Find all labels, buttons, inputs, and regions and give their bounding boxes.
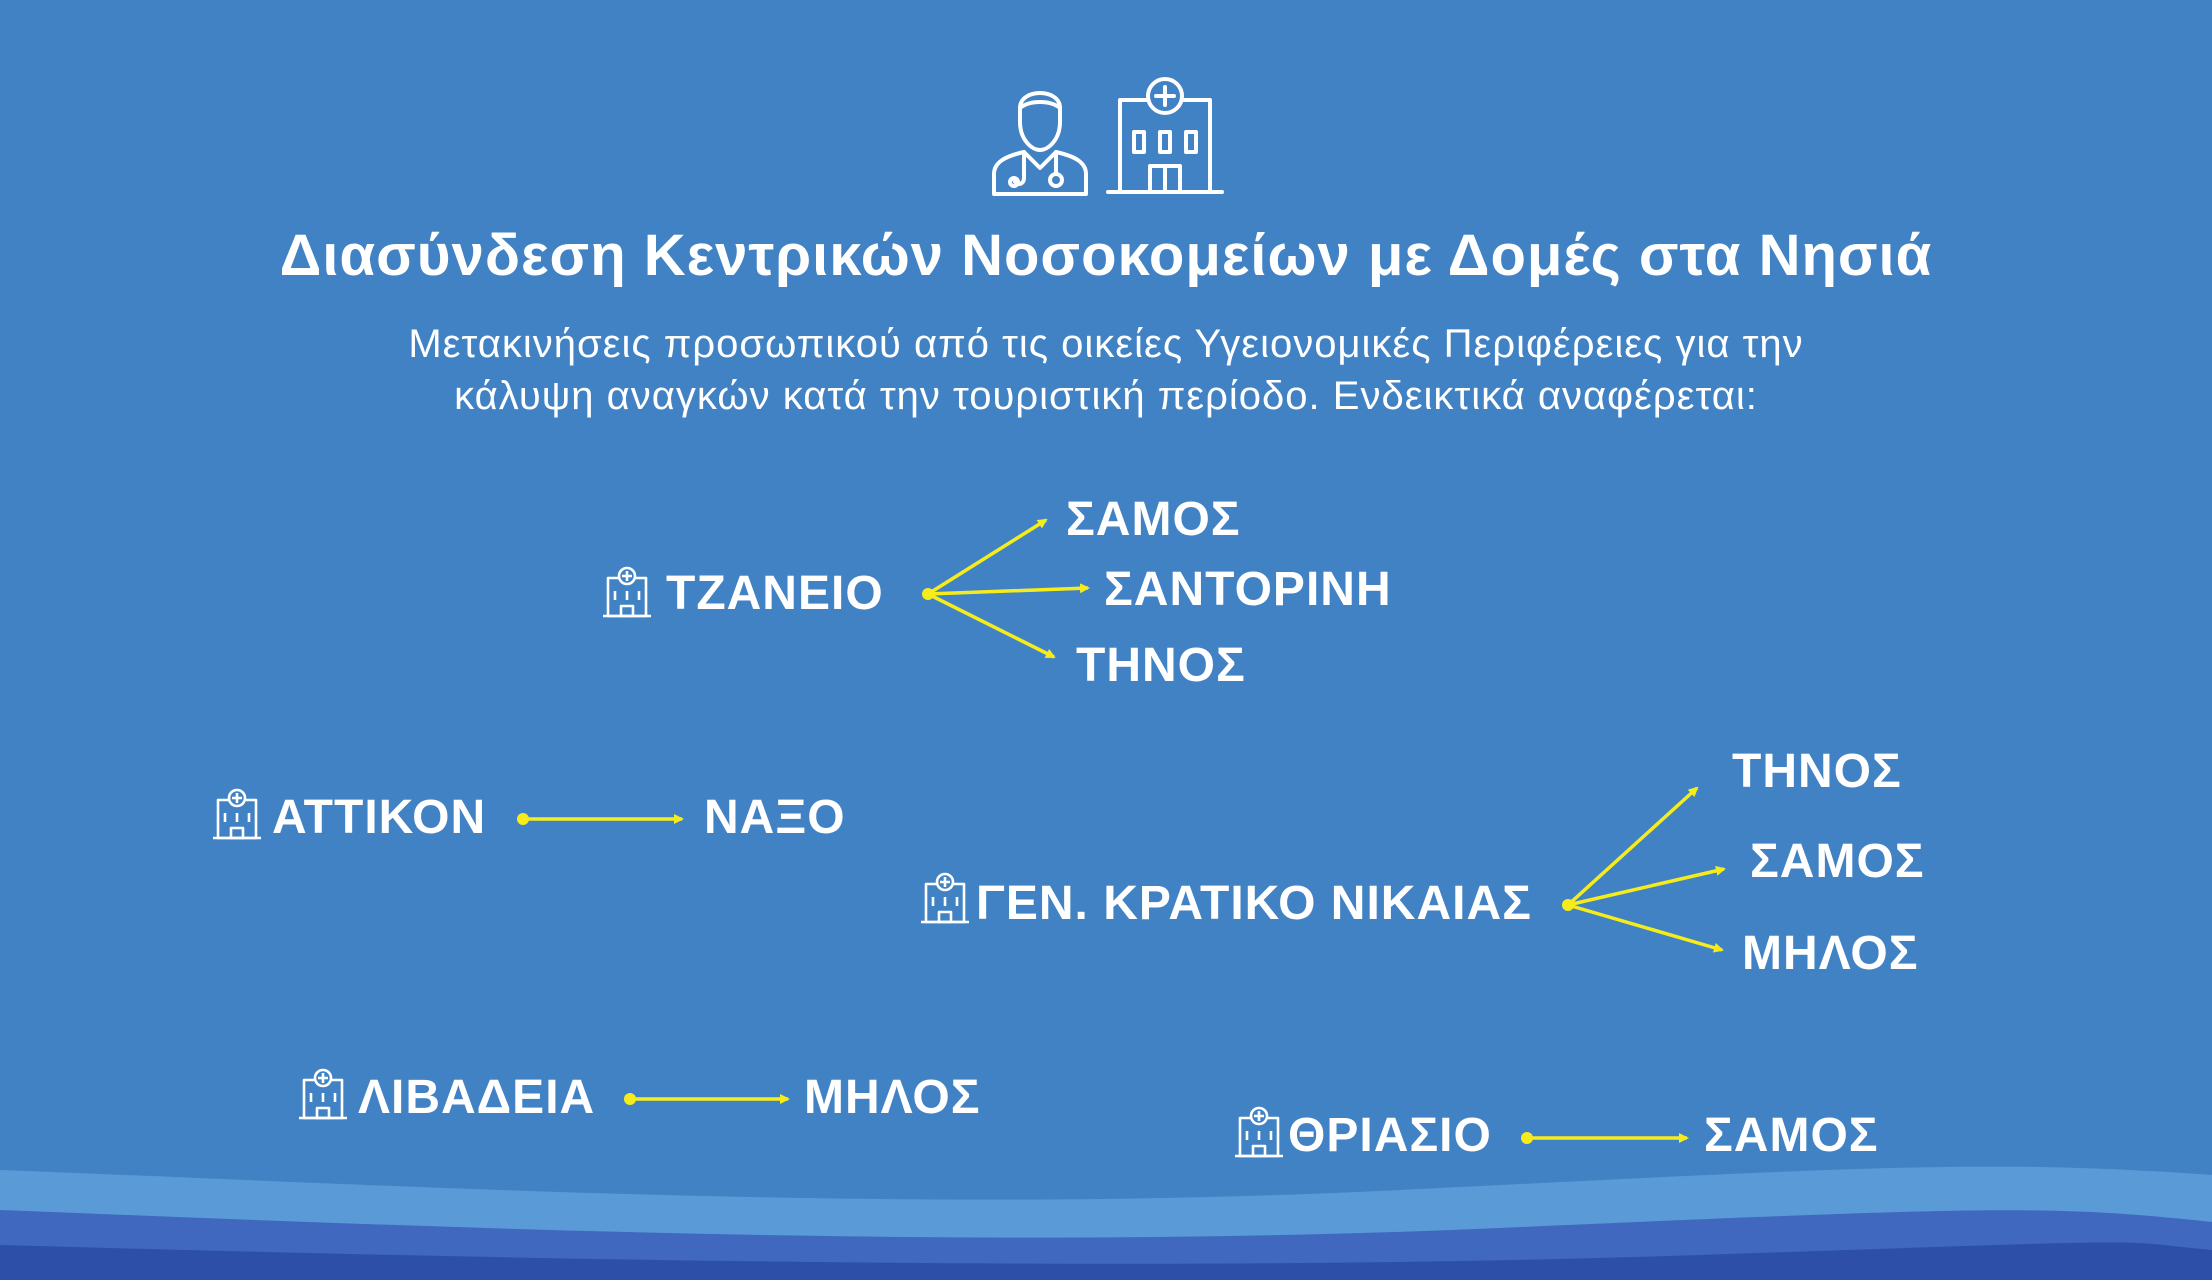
hospital-name: ΛΙΒΑΔΕΙΑ	[358, 1071, 596, 1124]
destination-label: ΣΑΜΟΣ	[1750, 835, 1925, 888]
hospital-icon	[298, 1068, 348, 1120]
destination-label: ΜΗΛΟΣ	[804, 1071, 981, 1124]
arrow-tzaneio-tinos	[928, 594, 1054, 657]
hospital-name: ΓΕΝ. ΚΡΑΤΙΚΟ ΝΙΚΑΙΑΣ	[976, 877, 1532, 930]
arrow-nikaia-tinos	[1568, 788, 1697, 905]
subtitle-line-1: Μετακινήσεις προσωπικού από τις οικείες Υγειονομικές Περιφέρειες για την	[408, 322, 1804, 366]
hospital-name: ΑΤΤΙΚΟΝ	[272, 791, 487, 844]
hospital-icon	[920, 872, 970, 924]
destination-label: ΣΑΝΤΟΡΙΝΗ	[1104, 563, 1392, 616]
page-title: Διασύνδεση Κεντρικών Νοσοκομείων με Δομές στα Νησιά	[279, 223, 1933, 288]
arrow-nikaia-milos	[1568, 905, 1722, 950]
hospital-icon	[212, 788, 262, 840]
hospital-icon	[1234, 1106, 1284, 1158]
arrow-tzaneio-santorini	[928, 588, 1088, 594]
destination-label: ΝΑΞΟ	[704, 791, 846, 844]
subtitle-line-2: κάλυψη αναγκών κατά την τουριστική περίοδο. Ενδεικτικά αναφέρεται:	[454, 374, 1758, 418]
destination-label: ΤΗΝΟΣ	[1732, 745, 1902, 798]
destination-label: ΣΑΜΟΣ	[1066, 493, 1241, 546]
destination-label: ΣΑΜΟΣ	[1704, 1109, 1879, 1162]
hospital-name: ΘΡΙΑΣΙΟ	[1288, 1109, 1492, 1162]
arrow-tzaneio-samos	[928, 520, 1046, 594]
hospital-icon	[602, 566, 652, 618]
arrow-nikaia-samos	[1568, 869, 1724, 905]
hospital-name: ΤΖΑΝΕΙΟ	[666, 567, 884, 620]
destination-label: ΜΗΛΟΣ	[1742, 927, 1919, 980]
destination-label: ΤΗΝΟΣ	[1076, 639, 1246, 692]
